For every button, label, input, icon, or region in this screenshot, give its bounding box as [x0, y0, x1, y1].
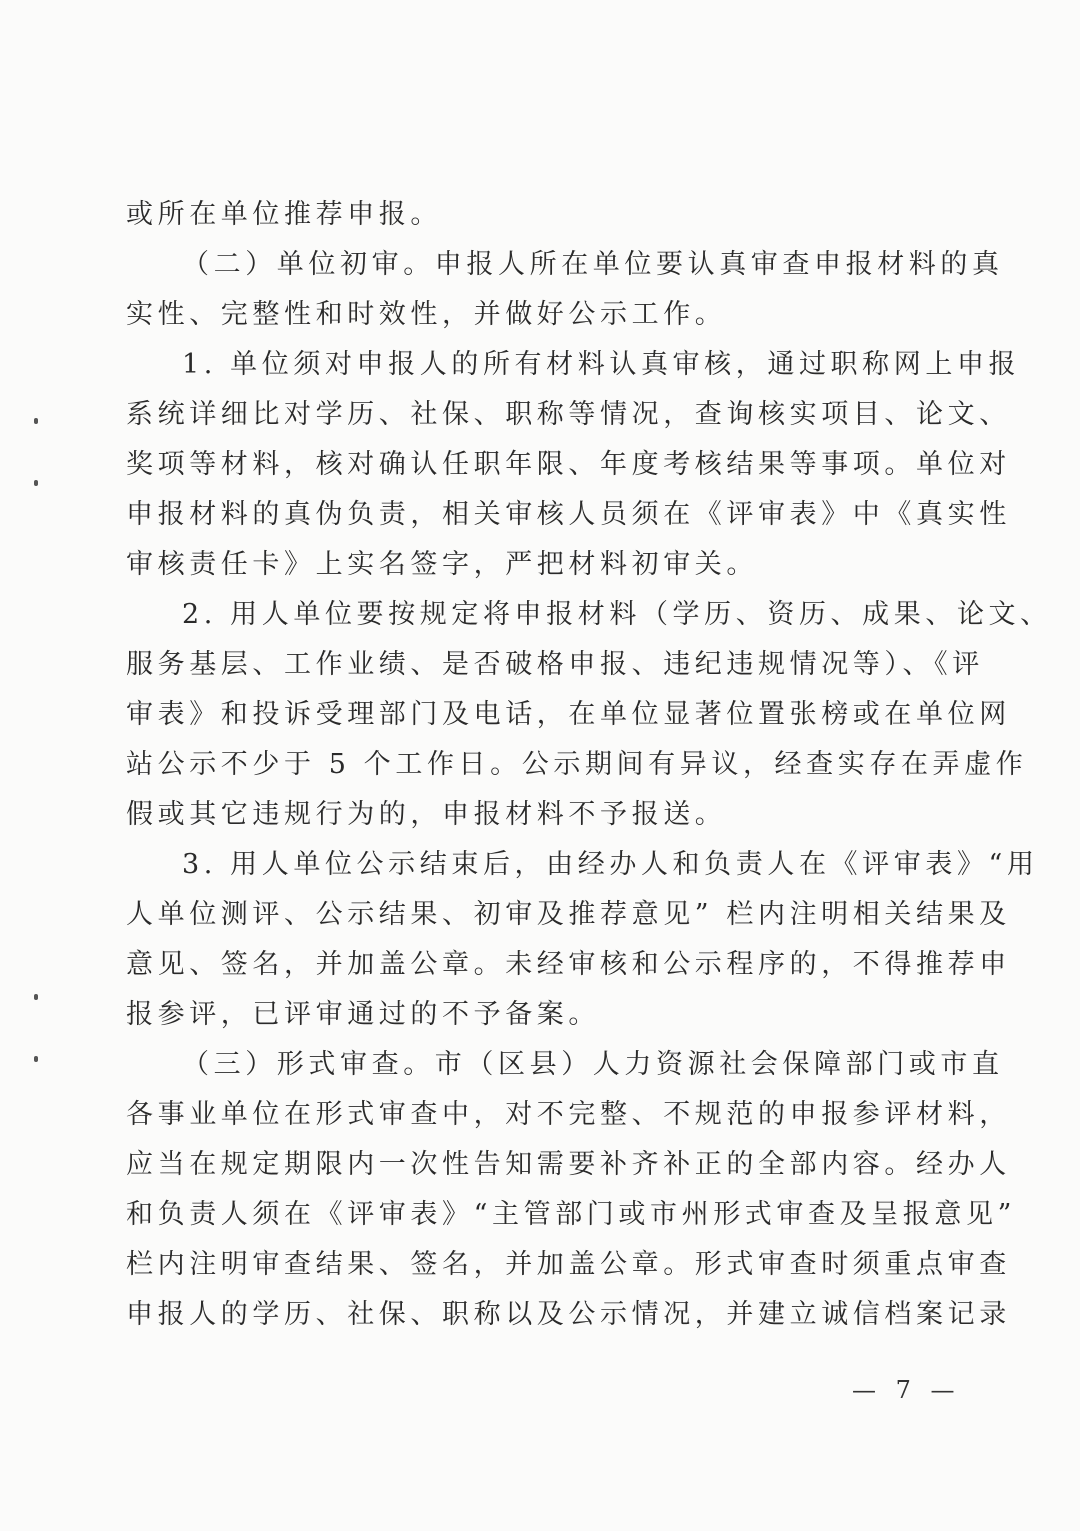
text-line: 申报人的学历、社保、职称以及公示情况，并建立诚信档案记录 [126, 1299, 1011, 1330]
text-line: 应当在规定期限内一次性告知需要补齐补正的全部内容。经办人 [126, 1149, 1011, 1180]
text-line: 和负责人须在《评审表》“主管部门或市州形式审查及呈报意见” [126, 1199, 1017, 1230]
list-item-2: 2. 用人单位要按规定将申报材料（学历、资历、成果、论文、 [182, 599, 1052, 630]
text-line: 审表》和投诉受理部门及电话，在单位显著位置张榜或在单位网 [126, 699, 1011, 730]
text-line: 审核责任卡》上实名签字，严把材料初审关。 [126, 549, 758, 580]
list-item-1: 1. 单位须对申报人的所有材料认真审核，通过职称网上申报 [182, 349, 1021, 380]
binding-hole-mark [34, 994, 38, 1000]
text-line: 各事业单位在形式审查中，对不完整、不规范的申报参评材料， [126, 1099, 1011, 1130]
binding-hole-mark [34, 1056, 38, 1062]
binding-hole-mark [34, 480, 38, 486]
text-line: 或所在单位推荐申报。 [126, 199, 442, 230]
text-line: 实性、完整性和时效性，并做好公示工作。 [126, 299, 727, 330]
text-line: 申报材料的真伪负责，相关审核人员须在《评审表》中《真实性 [126, 499, 1011, 530]
page-number: — 7 — [852, 1376, 961, 1404]
section-heading-unit-review: （二）单位初审。申报人所在单位要认真审查申报材料的真 [182, 249, 1004, 280]
text-line: 奖项等材料，核对确认任职年限、年度考核结果等事项。单位对 [126, 449, 1011, 480]
section-heading-formal-review: （三）形式审查。市（区县）人力资源社会保障部门或市直 [182, 1049, 1004, 1080]
text-line: 系统详细比对学历、社保、职称等情况，查询核实项目、论文、 [126, 399, 1011, 430]
text-line: 服务基层、工作业绩、是否破格申报、违纪违规情况等）、《评 [126, 649, 984, 680]
binding-hole-mark [34, 418, 38, 424]
list-item-3: 3. 用人单位公示结束后，由经办人和负责人在《评审表》“用 [182, 849, 1039, 880]
text-line: 假或其它违规行为的，申报材料不予报送。 [126, 799, 727, 830]
text-line: 栏内注明审查结果、签名，并加盖公章。形式审查时须重点审查 [126, 1249, 1011, 1280]
text-line: 意见、签名，并加盖公章。未经审核和公示程序的，不得推荐申 [126, 949, 1011, 980]
text-line: 站公示不少于 5 个工作日。公示期间有异议，经查实存在弄虚作 [126, 749, 1028, 780]
text-line: 报参评，已评审通过的不予备案。 [126, 999, 600, 1030]
text-line: 人单位测评、公示结果、初审及推荐意见” 栏内注明相关结果及 [126, 899, 1011, 930]
